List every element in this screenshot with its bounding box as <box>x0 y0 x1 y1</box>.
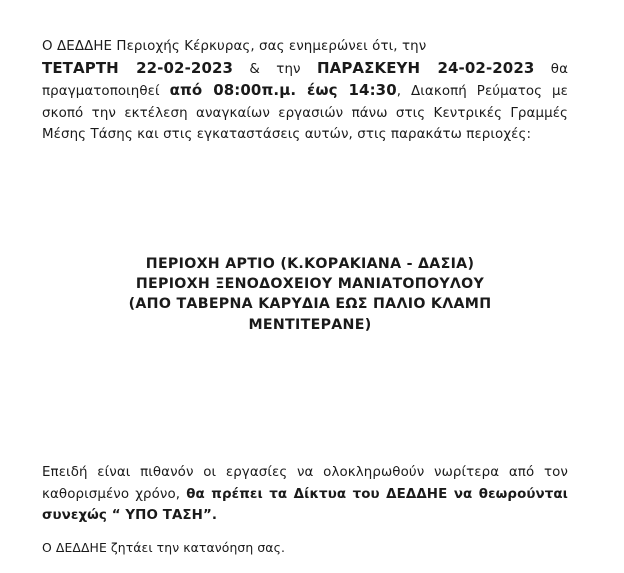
outage-date-2: ΠΑΡΑΣΚΕΥΗ 24-02-2023 <box>316 58 535 77</box>
intro-text-2: & την <box>233 61 317 77</box>
affected-areas-list <box>60 254 560 335</box>
affected-area-line: ΜΕΝΤΙΤΕΡΑΝΕ) <box>248 316 372 333</box>
intro-text-4: , Διακοπή Ρεύματος με σκοπό την εκτέλεση αναγκαίων εργασιών πάνω στις Κεντρικές Γραμμές Μέσης Τάσης και στις εγκαταστάσεις αυτών, στις παρακάτω περιοχές: <box>42 84 568 142</box>
intro-text-1: Ο ΔΕΔΔΗΕ Περιοχής Κέρκυρας, σας ενημερώνει ότι, την <box>42 39 427 54</box>
affected-area-line: (ΑΠΟ ΤΑΒΕΡΝΑ ΚΑΡΥΔΙΑ ΕΩΣ ΠΑΛΙΟ ΚΛΑΜΠ <box>128 296 492 313</box>
outage-time-range: από 08:00π.μ. έως 14:30 <box>169 81 397 99</box>
intro-paragraph <box>42 36 568 146</box>
affected-area-line: ΠΕΡΙΟΧΗ ΑΡΤΙΟ (Κ.ΚΟΡΑΚΙΑΝΑ - ΔΑΣΙΑ) <box>145 256 475 272</box>
safety-note-text: Επειδή είναι πιθανόν οι εργασίες να ολοκληρωθούν νωρίτερα από τον καθορισμένο χρόνο, <box>42 465 568 502</box>
closing-line: Ο ΔΕΔΔΗΕ ζητάει την κατανόηση σας. <box>42 540 285 555</box>
safety-warning: θα πρέπει τα Δίκτυα του ΔΕΔΔΗΕ να θεωρούνται συνεχώς “ ΥΠΟ ΤΑΣΗ”. <box>42 486 569 523</box>
outage-date-1: ΤΕΤΑΡΤΗ 22-02-2023 <box>42 58 234 77</box>
safety-note-paragraph <box>42 462 568 527</box>
affected-area-line: ΠΕΡΙΟΧΗ ΞΕΝΟΔΟΧΕΙΟΥ ΜΑΝΙΑΤΟΠΟΥΛΟΥ <box>135 276 485 293</box>
intro-text-3: θα πραγματοποιηθεί <box>42 61 569 99</box>
